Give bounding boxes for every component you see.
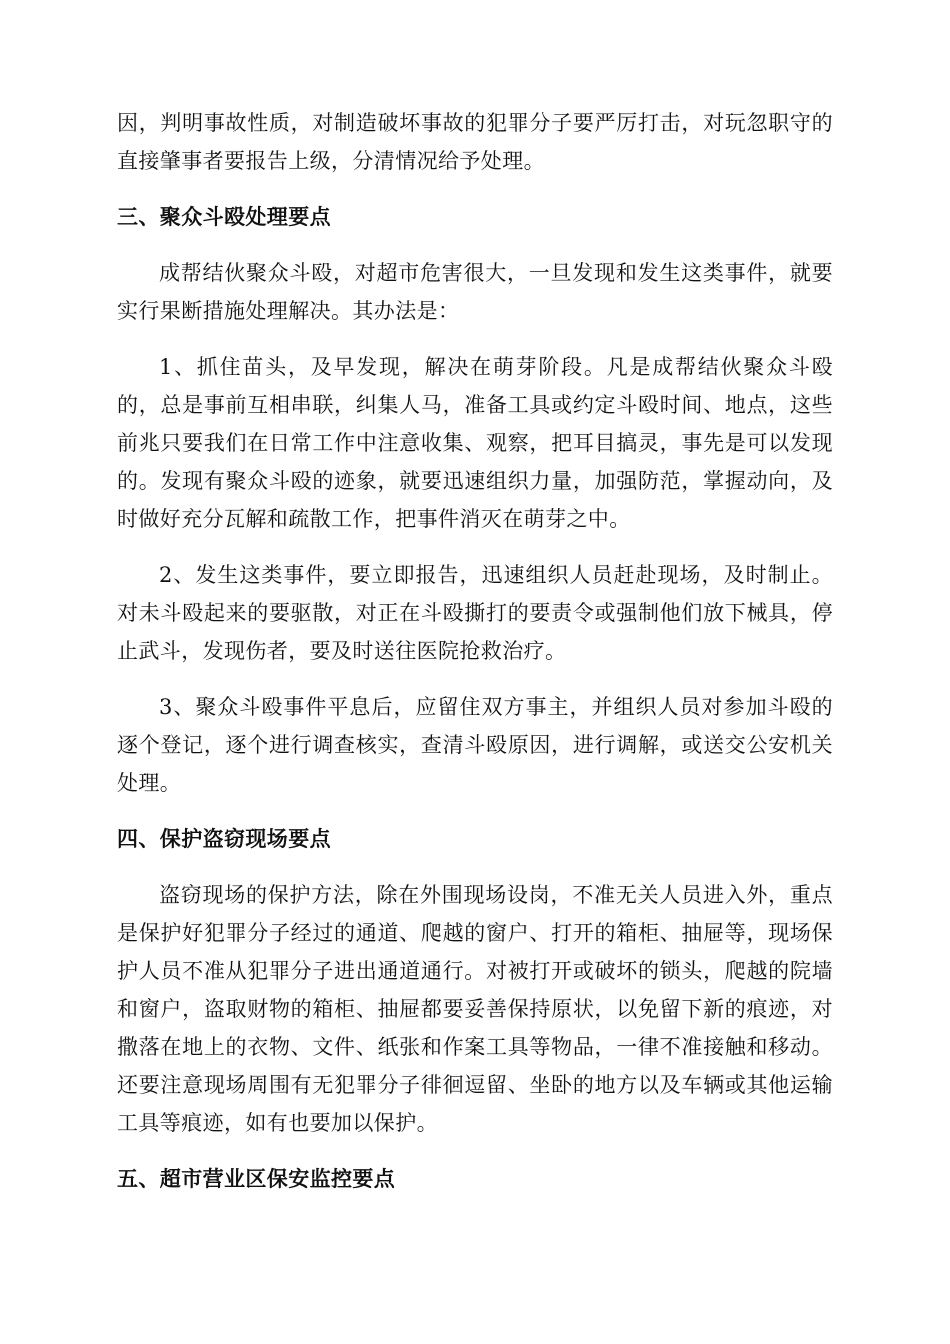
paragraph-brawl-point-3: 3、聚众斗殴事件平息后，应留住双方事主，并组织人员对参加斗殴的逐个登记，逐个进行调查核实，查清斗殴原因，进行调解，或送交公安机关处理。: [117, 695, 833, 795]
paragraph-brawl-point-1: 1、抓住苗头，及早发现，解决在萌芽阶段。凡是成帮结伙聚众斗殴的，总是事前互相串联，纠集人马，准备工具或约定斗殴时间、地点，这些前兆只要我们在日常工作中注意收集、观察，把耳目搞灵，事先是可以发现的。发现有聚众斗殴的迹象，就要迅速组织力量，加强防范，掌握动向，及时做好充分瓦解和疏散工作，把事件消灭在萌芽之中。: [117, 355, 833, 531]
document-body: [117, 104, 833, 1216]
paragraph-continuation: 因，判明事故性质，对制造破坏事故的犯罪分子要严厉打击，对玩忽职守的直接肇事者要报告上级，分清情况给予处理。: [117, 111, 833, 173]
section-heading-theft-scene: 四、保护盗窃现场要点: [117, 827, 331, 851]
section-heading-brawl: 三、聚众斗殴处理要点: [117, 205, 331, 229]
paragraph-brawl-intro: 成帮结伙聚众斗殴，对超市危害很大，一旦发现和发生这类事件，就要实行果断措施处理解决。其办法是：: [117, 261, 833, 323]
paragraph-theft-scene: 盗窃现场的保护方法，除在外围现场设岗，不准无关人员进入外，重点是保护好犯罪分子经过的通道、爬越的窗户、打开的箱柜、抽屉等，现场保护人员不准从犯罪分子进出通道通行。对被打开或破坏的锁头，爬越的院墙和窗户，盗取财物的箱柜、抽屉都要妥善保持原状，以免留下新的痕迹，对撒落在地上的衣物、文件、纸张和作案工具等物品，一律不准接触和移动。还要注意现场周围有无犯罪分子徘徊逗留、坐卧的地方以及车辆或其他运输工具等痕迹，如有也要加以保护。: [117, 883, 833, 1135]
section-heading-monitoring: 五、超市营业区保安监控要点: [117, 1167, 396, 1191]
paragraph-brawl-point-2: 2、发生这类事件，要立即报告，迅速组织人员赶赴现场，及时制止。对未斗殴起来的要驱散，对正在斗殴撕打的要责令或强制他们放下械具，停止武斗，发现伤者，要及时送往医院抢救治疗。: [117, 563, 833, 663]
